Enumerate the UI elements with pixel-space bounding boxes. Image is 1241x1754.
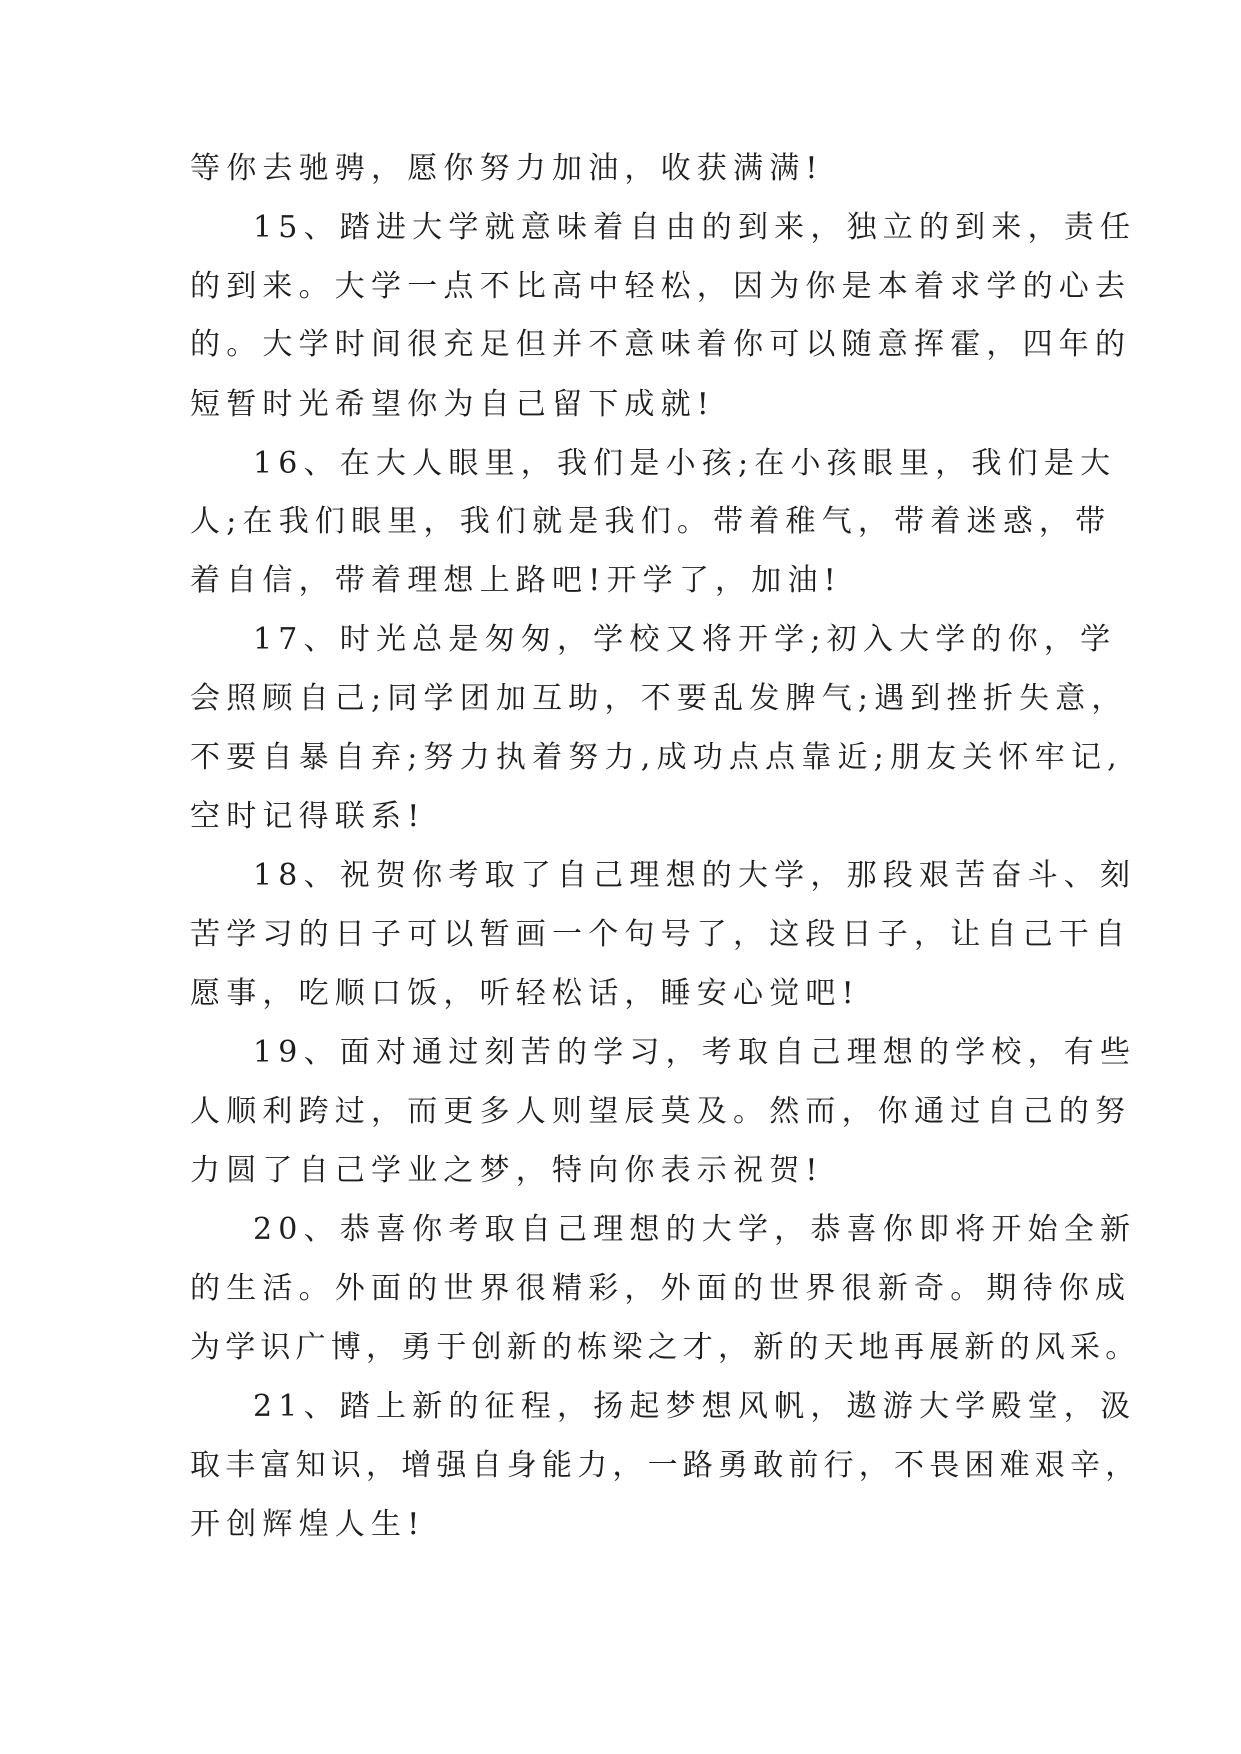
text-line: 愿事，吃顺口饭，听轻松话，睡安心觉吧! — [190, 976, 860, 1011]
paragraph-19-line-1: 19、面对通过刻苦的学习，考取自己理想的学校，有些 — [253, 1035, 1137, 1070]
text-line: 为学识广博，勇于创新的栋梁之才，新的天地再展新的风采。 — [190, 1330, 1141, 1365]
text-line: 短暂时光希望你为自己留下成就! — [190, 387, 716, 422]
paragraph-20-line-1: 20、恭喜你考取自己理想的大学，恭喜你即将开始全新 — [253, 1212, 1137, 1247]
text-line: 等你去驰骋，愿你努力加油，收获满满! — [190, 151, 824, 186]
text-line: 人;在我们眼里，我们就是我们。带着稚气，带着迷惑，带 — [190, 504, 1112, 539]
text-line: 空时记得联系! — [190, 799, 426, 834]
paragraph-15-line-1: 15、踏进大学就意味着自由的到来，独立的到来，责任 — [253, 210, 1137, 245]
paragraph-17-line-1: 17、时光总是匆匆，学校又将开学;初入大学的你，学 — [253, 622, 1117, 657]
text-line: 的。大学时间很充足但并不意味着你可以随意挥霍，四年的 — [190, 327, 1132, 362]
paragraph-16-line-1: 16、在大人眼里，我们是小孩;在小孩眼里，我们是大 — [253, 446, 1117, 481]
text-line: 的生活。外面的世界很精彩，外面的世界很新奇。期待你成 — [190, 1271, 1132, 1306]
text-line: 着自信，带着理想上路吧!开学了，加油! — [190, 563, 842, 598]
text-line: 人顺利跨过，而更多人则望辰莫及。然而，你通过自己的努 — [190, 1094, 1132, 1129]
text-line: 不要自暴自弃;努力执着努力,成功点点靠近;朋友关怀牢记, — [190, 740, 1123, 775]
paragraph-21-line-1: 21、踏上新的征程，扬起梦想风帆，遨游大学殿堂，汲 — [253, 1389, 1137, 1424]
paragraph-18-line-1: 18、祝贺你考取了自己理想的大学，那段艰苦奋斗、刻 — [253, 858, 1137, 893]
text-line: 取丰富知识，增强自身能力，一路勇敢前行，不畏困难艰辛， — [190, 1448, 1141, 1483]
text-line: 苦学习的日子可以暂画一个句号了，这段日子，让自己干自 — [190, 917, 1132, 952]
text-line: 力圆了自己学业之梦，特向你表示祝贺! — [190, 1153, 824, 1188]
text-line: 的到来。大学一点不比高中轻松，因为你是本着求学的心去 — [190, 269, 1132, 304]
text-line: 开创辉煌人生! — [190, 1507, 426, 1542]
text-line: 会照顾自己;同学团加互助，不要乱发脾气;遇到挫折失意， — [190, 681, 1128, 716]
